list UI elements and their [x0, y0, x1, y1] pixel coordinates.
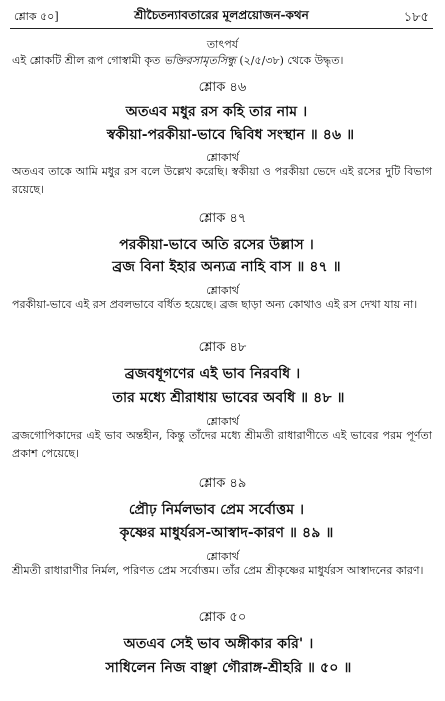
verse-48-translation: ব্রজগোপিকাদের এই ভাব অন্তহীন, কিন্তু তাঁদের মধ্যে শ্রীমতী রাধারাণীতে এই ভাবের পরম পূর্ণতা প্রকাশ পেয়েছে। — [12, 429, 432, 460]
verse-49-line-2: কৃষ্ণের মাধুর্যরস-আস্বাদ-কারণ ॥ ৪৯ ॥ — [119, 525, 334, 541]
verse-50-line-2: সাধিলেন নিজ বাঞ্ছা গৌরাঙ্গ-শ্রীহরি ॥ ৫০ ॥ — [105, 660, 352, 676]
verse-47-line-2: ব্রজ বিনা ইহার অন্যত্র নাহি বাস ॥ ৪৭ ॥ — [112, 259, 341, 275]
verse-47-translation-heading: শ্লোকার্থ — [206, 284, 239, 297]
verse-49-line-1: প্রৌঢ় নির্মলভাব প্রেম সর্বোত্তম । — [128, 502, 305, 518]
page-header — [10, 2, 433, 29]
purport-heading: তাৎপর্য — [206, 38, 239, 51]
purport-text — [12, 52, 432, 70]
book-title: ভক্তিরসামৃতসিন্ধু — [163, 54, 236, 67]
verse-50-line-1: অতএব সেই ভাব অঙ্গীকার করি' । — [123, 636, 314, 652]
verse-49-title: শ্লোক ৪৯ — [198, 476, 247, 491]
verse-46-line-2: স্বকীয়া-পরকীয়া-ভাবে দ্বিবিধ সংস্থান ॥ ৪৬ ॥ — [106, 127, 355, 143]
verse-46-translation-heading: শ্লোকার্থ — [206, 151, 239, 164]
running-title: শ্রীচৈতন্যাবতারের মূলপ্রয়োজন-কথন — [134, 8, 309, 22]
verse-47-title: শ্লোক ৪৭ — [198, 211, 247, 226]
verse-46-line-1: অতএব মধুর রস কহি তার নাম । — [125, 104, 308, 120]
verse-48-line-2: তার মধ্যে শ্রীরাধায় ভাবের অবধি ॥ ৪৮ ॥ — [112, 390, 345, 406]
verse-47-translation: পরকীয়া-ভাবে এই রস প্রবলভাবে বর্ধিত হয়েছে। ব্রজ ছাড়া অন্য কোথাও এই রস দেখা যায় না। — [12, 298, 418, 311]
header-verse-ref: শ্লোক ৫০] — [14, 10, 59, 23]
verse-47-line-1: পরকীয়া-ভাবে অতি রসের উল্লাস । — [119, 237, 314, 253]
verse-49-translation: শ্রীমতী রাধারাণীর নির্মল, পরিণত প্রেম সর্বোত্তম। তাঁর প্রেম শ্রীকৃষ্ণের মাধুর্যরস আস্বাদনের কারণ। — [12, 564, 424, 577]
verse-50-title: শ্লোক ৫০ — [198, 610, 247, 625]
purport-text-before: এই শ্লোকটি শ্রীল রূপ গোস্বামী কৃত — [12, 54, 164, 67]
page-number: ১৮৫ — [403, 10, 429, 25]
verse-46-title: শ্লোক ৪৬ — [198, 80, 247, 95]
verse-48-translation-heading: শ্লোকার্থ — [206, 415, 239, 428]
verse-48-line-1: ব্রজবধূগণের এই ভাব নিরবধি । — [124, 366, 301, 382]
purport-text-after: (২/৫/৩৮) থেকে উদ্ধৃত। — [235, 54, 344, 67]
verse-49-translation-heading: শ্লোকার্থ — [206, 550, 239, 563]
verse-46-translation: অতএব তাকে আমি মধুর রস বলে উল্লেখ করেছি। স্বকীয়া ও পরকীয়া ভেদে এই রসের দুটি বিভাগ রয়েছে। — [12, 165, 432, 196]
verse-48-title: শ্লোক ৪৮ — [198, 340, 247, 355]
